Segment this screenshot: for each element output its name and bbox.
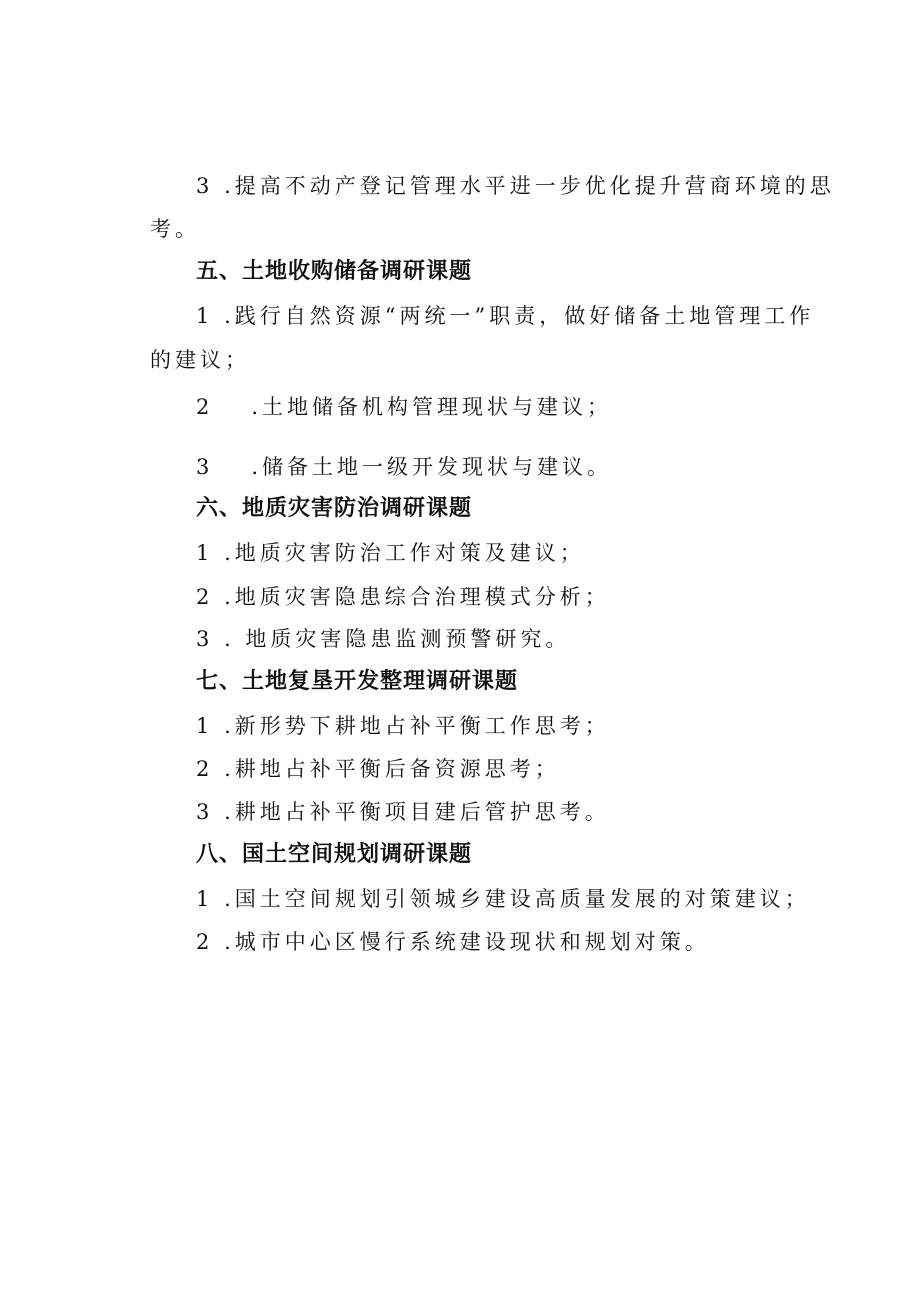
item-number: 1 [196, 541, 214, 565]
list-item [196, 754, 560, 784]
item-number: 1 [196, 887, 214, 911]
item-number: 2 [196, 757, 214, 781]
list-item [196, 624, 570, 654]
section-heading: 五、土地收购储备调研课题 [196, 259, 473, 284]
item-text: .国土空间规划引领城乡建设高质量发展的对策建议； [224, 887, 810, 911]
item-number: 3 [196, 800, 214, 824]
section-heading: 六、地质灾害防治调研课题 [196, 496, 473, 521]
item-number: 1 [196, 304, 214, 328]
item-text: . 地质灾害隐患监测预警研究。 [224, 627, 571, 651]
section-heading: 八、国土空间规划调研课题 [196, 842, 473, 867]
item-text: .地质灾害防治工作对策及建议； [224, 541, 585, 565]
list-item [196, 797, 610, 827]
item-text: .城市中心区慢行系统建设现状和规划对策。 [224, 930, 710, 954]
item-text: .新形势下耕地占补平衡工作思考； [224, 714, 610, 738]
item-text: .践行自然资源“两统一”职责，做好储备土地管理工作 [224, 304, 815, 328]
list-item [196, 927, 710, 957]
list-item [196, 392, 612, 422]
item-number: 3 [196, 455, 214, 479]
item-number: 3 [196, 627, 214, 651]
list-item [196, 301, 814, 331]
item-number: 2 [196, 585, 214, 609]
item-text: .土地储备机构管理现状与建议； [251, 395, 613, 419]
list-item [196, 171, 835, 201]
item-text: .耕地占补平衡后备资源思考； [224, 757, 560, 781]
section-heading: 七、土地复垦开发整理调研课题 [196, 669, 519, 694]
item-text: .提高不动产登记管理水平进一步优化提升营商环境的思 [224, 174, 835, 198]
list-item [196, 711, 610, 741]
item-number: 3 [196, 174, 214, 198]
list-item [196, 582, 610, 612]
item-text: .耕地占补平衡项目建后管护思考。 [224, 800, 610, 824]
item-number: 2 [196, 395, 214, 419]
list-item-continuation: 的建议； [150, 348, 250, 372]
list-item [196, 884, 810, 914]
list-item [196, 452, 612, 482]
item-text: .地质灾害隐患综合治理模式分析； [224, 585, 610, 609]
item-number: 1 [196, 714, 214, 738]
item-text: .储备土地一级开发现状与建议。 [251, 455, 613, 479]
item-number: 2 [196, 930, 214, 954]
list-item-continuation: 考。 [150, 217, 200, 241]
list-item [196, 538, 585, 568]
